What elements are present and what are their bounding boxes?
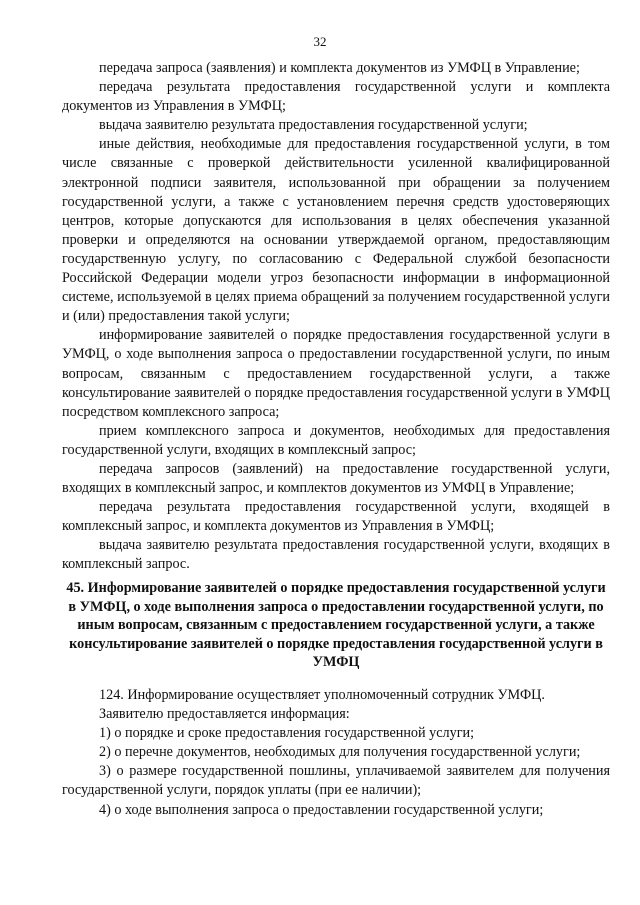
paragraph-transfer-result: передача результата предоставления государственной услуги и комплекта документов из Управления в УМФЦ; xyxy=(62,79,610,115)
page-number: 32 xyxy=(313,34,327,49)
list-item: 4) о ходе выполнения запроса о предоставлении государственной услуги; xyxy=(99,801,544,818)
paragraph-issue-complex-result: выдача заявителю результата предоставления государственной услуги, входящих в комплексный запрос. xyxy=(62,537,610,573)
paragraph-transfer-complex-result: передача результата предоставления государственной услуги, входящей в комплексный запрос, и комплекта документов из Управления в УМФЦ; xyxy=(62,499,610,535)
list-item: 3) о размере государственной пошлины, уплачиваемой заявителем для получения государственной услуги, порядок уплаты (при ее наличии); xyxy=(62,763,610,799)
paragraph-informing: информирование заявителей о порядке предоставления государственной услуги в УМФЦ, о ходе выполнения запроса о предоставлении государственной услуги, по иным вопросам, связанным с предоставлением государственной услуги, а также консультирование заявителей о порядке предоставления государственной услуги в УМФЦ посредством комплексного запроса; xyxy=(62,327,610,420)
list-item: 2) о перечне документов, необходимых для получения государственной услуги; xyxy=(99,744,581,761)
section-body xyxy=(62,686,610,820)
info-intro: Заявителю предоставляется информация: xyxy=(99,706,350,723)
paragraph-other-actions: иные действия, необходимые для предоставления государственной услуги, в том числе связанные с проверкой действительности усиленной квалифицированной электронной подписи заявителя, использованной при обращении за получением государственной услуги, а также с установлением перечня средств удостоверяющих центров, которые допускаются для использования в целях обеспечения указанной проверки и определяются на основании утверждаемой органом, предоставляющим государственную услугу, по согласованию с Федеральной службой безопасности Российской Федерации модели угроз безопасности информации в информационной системе, используемой в целях приема обращений за получением государственной услуги и (или) предоставления такой услуги; xyxy=(62,136,610,325)
paragraph-transfer-request: передача запроса (заявления) и комплекта документов из УМФЦ в Управление; xyxy=(99,60,580,76)
clause-124: 124. Информирование осуществляет уполномоченный сотрудник УМФЦ. xyxy=(99,687,545,703)
paragraph-complex-request: прием комплексного запроса и документов, необходимых для предоставления государственной услуги, входящих в комплексный запрос; xyxy=(62,422,610,458)
body-text xyxy=(62,59,610,575)
paragraph-issue-result: выдача заявителю результата предоставления государственной услуги; xyxy=(99,117,528,134)
section-heading: 45. Информирование заявителей о порядке предоставления государственной услуги в УМФЦ, о ходе выполнения запроса о предоставлении государственной услуги, по иным вопросам, связанным с предоставлением государственной услуги, а также консультирование заявителей о порядке предоставления государственной услуги в УМФЦ xyxy=(66,580,606,671)
list-item: 1) о порядке и сроке предоставления государственной услуги; xyxy=(99,725,475,742)
paragraph-transfer-complex: передача запросов (заявлений) на предоставление государственной услуги, входящих в комплексный запрос, и комплектов документов из УМФЦ в Управление; xyxy=(62,460,610,497)
